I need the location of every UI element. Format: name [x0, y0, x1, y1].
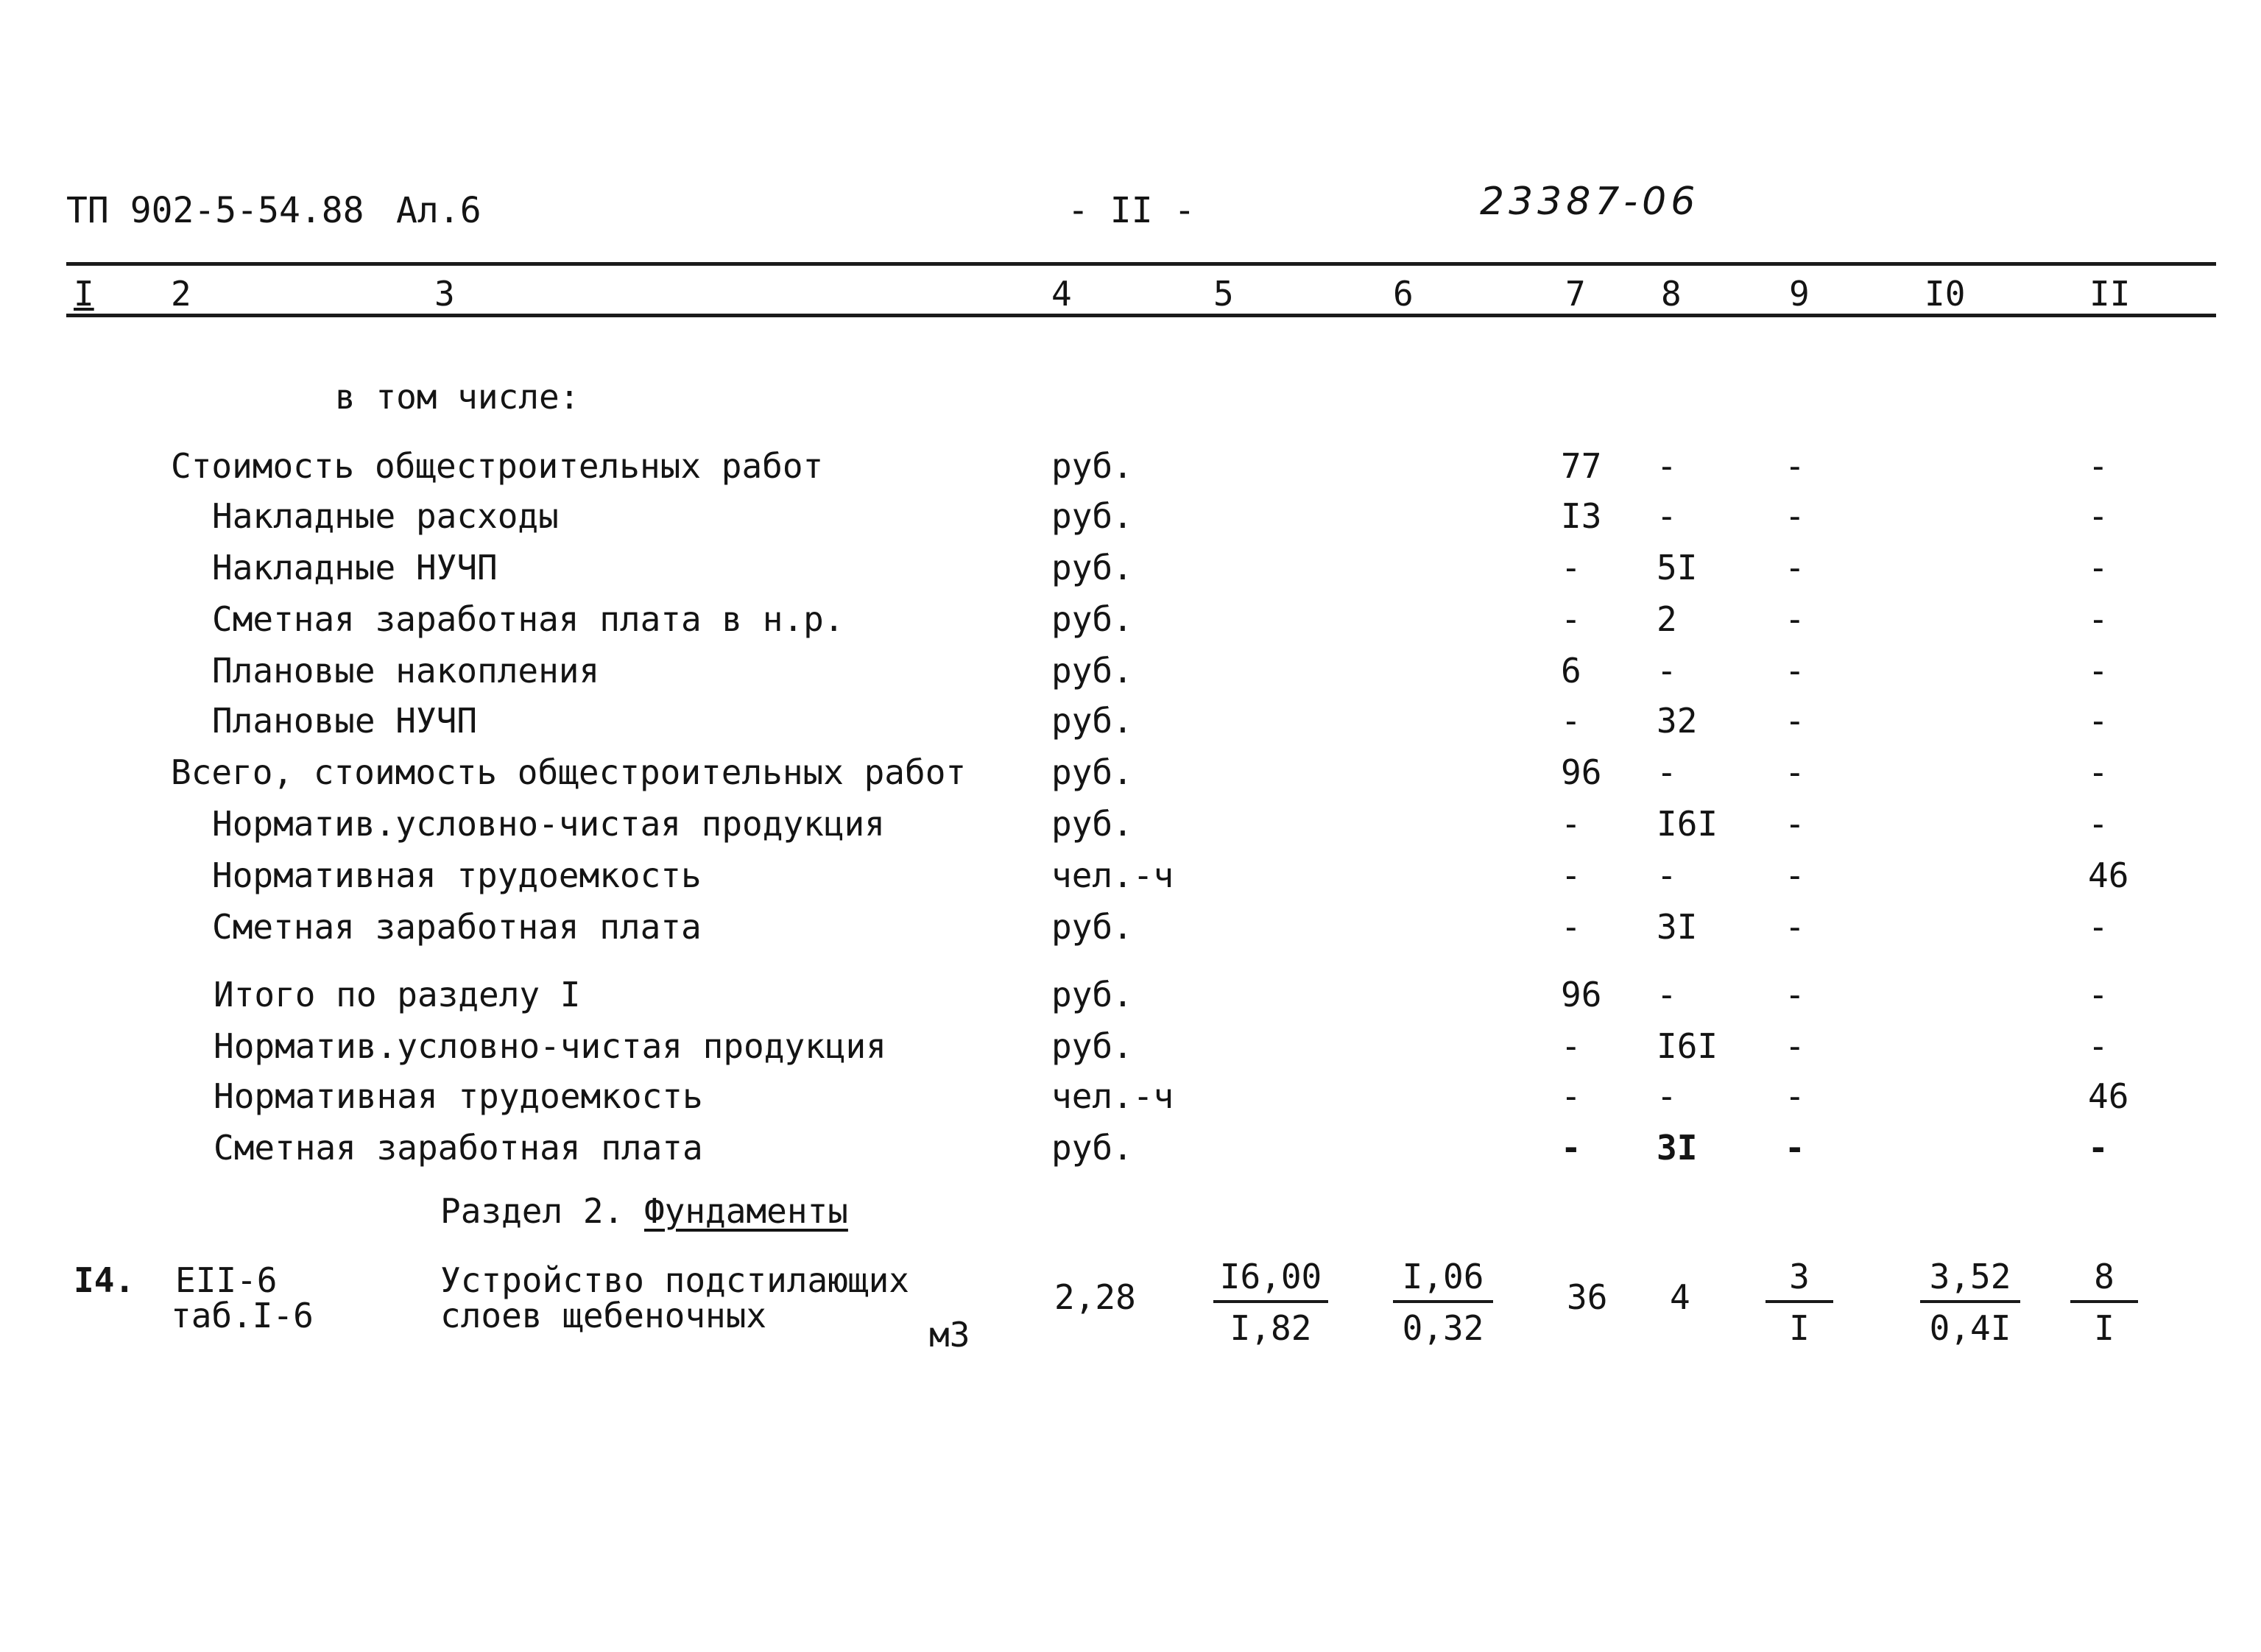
- row-label: Стоимость общестроительных работ: [171, 446, 824, 486]
- table-top-rule: [66, 262, 2216, 266]
- item-col6-fraction: [1393, 1256, 1493, 1350]
- row-cell-c7: -: [1561, 1076, 1581, 1116]
- row-cell-c9: -: [1785, 651, 1805, 691]
- item-code: ЕII-6: [175, 1260, 278, 1300]
- column-number-3: 3: [434, 274, 455, 314]
- row-cell-c7: 96: [1561, 752, 1602, 792]
- row-unit: руб.: [1051, 496, 1133, 536]
- row-cell-c9: -: [1785, 446, 1805, 486]
- row-cell-c7: -: [1561, 804, 1581, 844]
- row-cell-c8: -: [1657, 1076, 1677, 1116]
- row-cell-c7: -: [1561, 548, 1581, 587]
- row-unit: руб.: [1051, 804, 1133, 844]
- intro-text: в том числе:: [335, 377, 580, 417]
- row-cell-c11: -: [2088, 804, 2109, 844]
- sheet-label: Ал.6: [396, 190, 482, 231]
- row-label: Накладные расходы: [212, 496, 559, 536]
- row-cell-c7: -: [1561, 1026, 1581, 1066]
- item-col11-denominator: I: [2094, 1308, 2114, 1348]
- row-cell-c8: 2: [1657, 599, 1677, 639]
- row-cell-c8: I6I: [1657, 804, 1718, 844]
- row-unit: руб.: [1051, 1128, 1133, 1168]
- page-number: - II -: [1068, 190, 1196, 231]
- column-number-5: 5: [1213, 274, 1234, 314]
- item-col11-numerator: 8: [2070, 1256, 2138, 1303]
- row-label: Сметная заработная плата: [214, 1128, 703, 1168]
- row-label: Сметная заработная плата: [212, 907, 702, 947]
- row-cell-c9: -: [1785, 701, 1805, 741]
- row-label: Нормативная трудоемкость: [214, 1076, 703, 1116]
- row-cell-c8: 3I: [1657, 907, 1698, 947]
- column-number-9: 9: [1789, 274, 1810, 314]
- row-cell-c9: -: [1785, 496, 1805, 536]
- row-cell-c9: -: [1785, 548, 1805, 587]
- row-cell-c8: -: [1657, 651, 1677, 691]
- row-unit: руб.: [1051, 446, 1133, 486]
- row-cell-c9: -: [1785, 752, 1805, 792]
- row-cell-c8: 32: [1657, 701, 1698, 741]
- row-cell-c7: -: [1561, 1128, 1581, 1168]
- row-cell-c8: 5I: [1657, 548, 1698, 587]
- table-header-rule: [66, 314, 2216, 317]
- column-number-4: 4: [1051, 274, 1072, 314]
- row-cell-c9: -: [1785, 907, 1805, 947]
- item-col5-denominator: I,82: [1230, 1308, 1312, 1348]
- item-col8: 4: [1670, 1277, 1690, 1317]
- item-col7: 36: [1567, 1277, 1608, 1317]
- row-cell-c11: 46: [2088, 1076, 2129, 1116]
- row-unit: руб.: [1051, 1026, 1133, 1066]
- row-unit: чел.-ч: [1051, 1076, 1174, 1116]
- row-label: Плановые НУЧП: [212, 701, 478, 741]
- column-number-1: I: [74, 274, 94, 314]
- row-cell-c8: I6I: [1657, 1026, 1718, 1066]
- row-cell-c7: 77: [1561, 446, 1602, 486]
- row-cell-c8: -: [1657, 496, 1677, 536]
- row-cell-c8: -: [1657, 752, 1677, 792]
- item-description-line1: Устройство подстилающих: [440, 1260, 909, 1300]
- item-col10-fraction: [1920, 1256, 2020, 1350]
- section-prefix: Раздел 2.: [440, 1191, 624, 1231]
- row-cell-c11: -: [2088, 548, 2109, 587]
- row-cell-c11: -: [2088, 1128, 2109, 1168]
- item-col6-numerator: I,06: [1393, 1256, 1493, 1303]
- item-table-ref: таб.I-6: [171, 1296, 314, 1335]
- item-col10-denominator: 0,4I: [1929, 1308, 2011, 1348]
- row-cell-c9: -: [1785, 599, 1805, 639]
- row-cell-c11: -: [2088, 975, 2109, 1014]
- item-col9-denominator: I: [1789, 1308, 1810, 1348]
- column-number-7: 7: [1565, 274, 1586, 314]
- row-label: Норматив.условно-чистая продукция: [212, 804, 885, 844]
- column-number-8: 8: [1661, 274, 1682, 314]
- row-cell-c11: -: [2088, 599, 2109, 639]
- row-cell-c11: -: [2088, 907, 2109, 947]
- row-cell-c7: -: [1561, 701, 1581, 741]
- row-label: Накладные НУЧП: [212, 548, 498, 587]
- row-unit: руб.: [1051, 907, 1133, 947]
- row-cell-c9: -: [1785, 1076, 1805, 1116]
- inventory-number: 23387-06: [1480, 180, 1700, 224]
- column-number-2: 2: [171, 274, 191, 314]
- row-cell-c9: -: [1785, 1026, 1805, 1066]
- row-cell-c7: -: [1561, 599, 1581, 639]
- row-label: Всего, стоимость общестроительных работ: [171, 752, 967, 792]
- row-cell-c11: -: [2088, 446, 2109, 486]
- row-label: Плановые накопления: [212, 651, 600, 691]
- row-cell-c11: -: [2088, 752, 2109, 792]
- row-label: Сметная заработная плата в н.р.: [212, 599, 844, 639]
- row-unit: руб.: [1051, 975, 1133, 1014]
- item-col9-fraction: [1766, 1256, 1833, 1350]
- row-unit: руб.: [1051, 548, 1133, 587]
- row-cell-c9: -: [1785, 975, 1805, 1014]
- row-cell-c8: -: [1657, 446, 1677, 486]
- row-cell-c8: -: [1657, 975, 1677, 1014]
- document-code: ТП 902-5-54.88: [66, 190, 364, 231]
- row-unit: руб.: [1051, 752, 1133, 792]
- item-quantity: 2,28: [1054, 1277, 1136, 1317]
- row-unit: чел.-ч: [1051, 855, 1174, 895]
- row-cell-c9: -: [1785, 855, 1805, 895]
- item-col5-numerator: I6,00: [1213, 1256, 1328, 1303]
- row-cell-c7: -: [1561, 855, 1581, 895]
- column-number-11: II: [2089, 274, 2131, 314]
- row-cell-c9: -: [1785, 804, 1805, 844]
- row-label: Норматив.условно-чистая продукция: [214, 1026, 886, 1066]
- row-cell-c7: 6: [1561, 651, 1581, 691]
- column-number-6: 6: [1393, 274, 1414, 314]
- row-unit: руб.: [1051, 701, 1133, 741]
- row-cell-c11: -: [2088, 701, 2109, 741]
- row-cell-c8: 3I: [1657, 1128, 1698, 1168]
- item-unit: м3: [929, 1315, 970, 1355]
- row-cell-c7: -: [1561, 907, 1581, 947]
- column-number-10: I0: [1925, 274, 1966, 314]
- row-cell-c8: -: [1657, 855, 1677, 895]
- section-title: Фундаменты: [643, 1191, 848, 1231]
- item-col11-fraction: [2070, 1256, 2138, 1350]
- row-cell-c11: -: [2088, 651, 2109, 691]
- item-description-line2: слоев щебеночных: [440, 1296, 767, 1335]
- item-col5-fraction: [1213, 1256, 1328, 1350]
- row-cell-c7: I3: [1561, 496, 1602, 536]
- row-cell-c7: 96: [1561, 975, 1602, 1014]
- row-cell-c11: -: [2088, 1026, 2109, 1066]
- item-col10-numerator: 3,52: [1920, 1256, 2020, 1303]
- row-label: Итого по разделу I: [214, 975, 581, 1014]
- row-cell-c11: -: [2088, 496, 2109, 536]
- item-number: I4.: [74, 1260, 135, 1300]
- row-unit: руб.: [1051, 651, 1133, 691]
- item-col6-denominator: 0,32: [1402, 1308, 1484, 1348]
- row-unit: руб.: [1051, 599, 1133, 639]
- row-cell-c9: -: [1785, 1128, 1805, 1168]
- row-cell-c11: 46: [2088, 855, 2129, 895]
- item-col9-numerator: 3: [1766, 1256, 1833, 1303]
- section-heading: [440, 1191, 848, 1231]
- row-label: Нормативная трудоемкость: [212, 855, 702, 895]
